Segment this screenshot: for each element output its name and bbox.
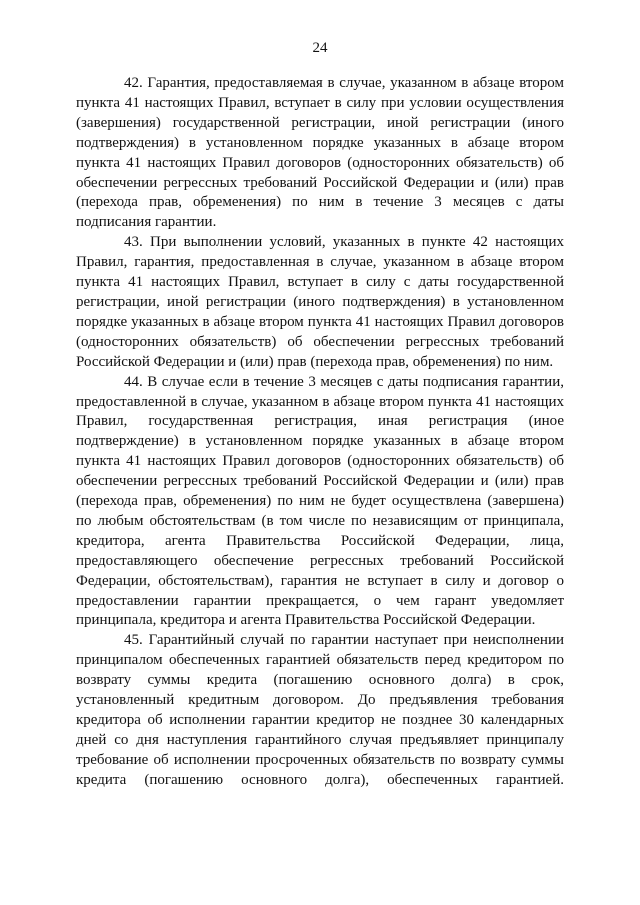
paragraph-44: 44. В случае если в течение 3 месяцев с даты подписания гарантии, предоставленной в случае, указанном в абзаце втором пункта 41 настоящих Правил, государственная регистрация, иная регистрация (иное подтверждение) в установленном порядке указанных в абзаце втором пункта 41 настоящих Правил договоров (односторонних обязательств) об обеспечении регрессных требований Российской Федерации и (или) прав (перехода прав, обременения) по ним не будет осуществлена (завершена) по любым обстоятельствам (в том числе по независящим от принципала, кредитора, агента Правительства Российской Федерации, лица, предоставляющего обеспечение регрессных требований Российской Федерации, обстоятельствам), гарантия не вступает в силу и договор о предоставлении гарантии прекращается, о чем гарант уведомляет принципала, кредитора и агента Правительства Российской Федерации. [76,373,564,629]
paragraph-43: 43. При выполнении условий, указанных в пункте 42 настоящих Правил, гарантия, предоставленная в случае, указанном в абзаце втором пункта 41 настоящих Правил, вступает в силу с даты государственной регистрации, иной регистрации (иного подтверждения) в установленном порядке указанных в абзаце втором пункта 41 настоящих Правил договоров (односторонних обязательств) об обеспечении регрессных требований Российской Федерации и (или) прав (перехода прав, обременения) по ним. [76,234,564,370]
paragraph-42: 42. Гарантия, предоставляемая в случае, указанном в абзаце втором пункта 41 настоящих Правил, вступает в силу при условии осуществления (завершения) государственной регистрации, иной регистрации (иного подтверждения) в установленном порядке указанных в абзаце втором пункта 41 настоящих Правил договоров (односторонних обязательств) об обеспечении регрессных требований Российской Федерации и (или) прав (перехода прав, обременения) по ним в течение 3 месяцев с даты подписания гарантии. [76,75,564,231]
paragraph-45: 45. Гарантийный случай по гарантии наступает при неисполнении принципалом обеспеченных гарантией обязательств перед кредитором по возврату суммы кредита (погашению основного долга) в срок, установленный кредитным договором. До предъявления требования кредитора об исполнении гарантии кредитор не позднее 30 календарных дней со дня наступления гарантийного случая предъявляет принципалу требование об исполнении просроченных обязательств по возврату суммы кредита (погашению основного долга), обеспеченных гарантией. [76,632,564,788]
document-body [76,74,564,791]
page-number: 24 [312,40,328,56]
